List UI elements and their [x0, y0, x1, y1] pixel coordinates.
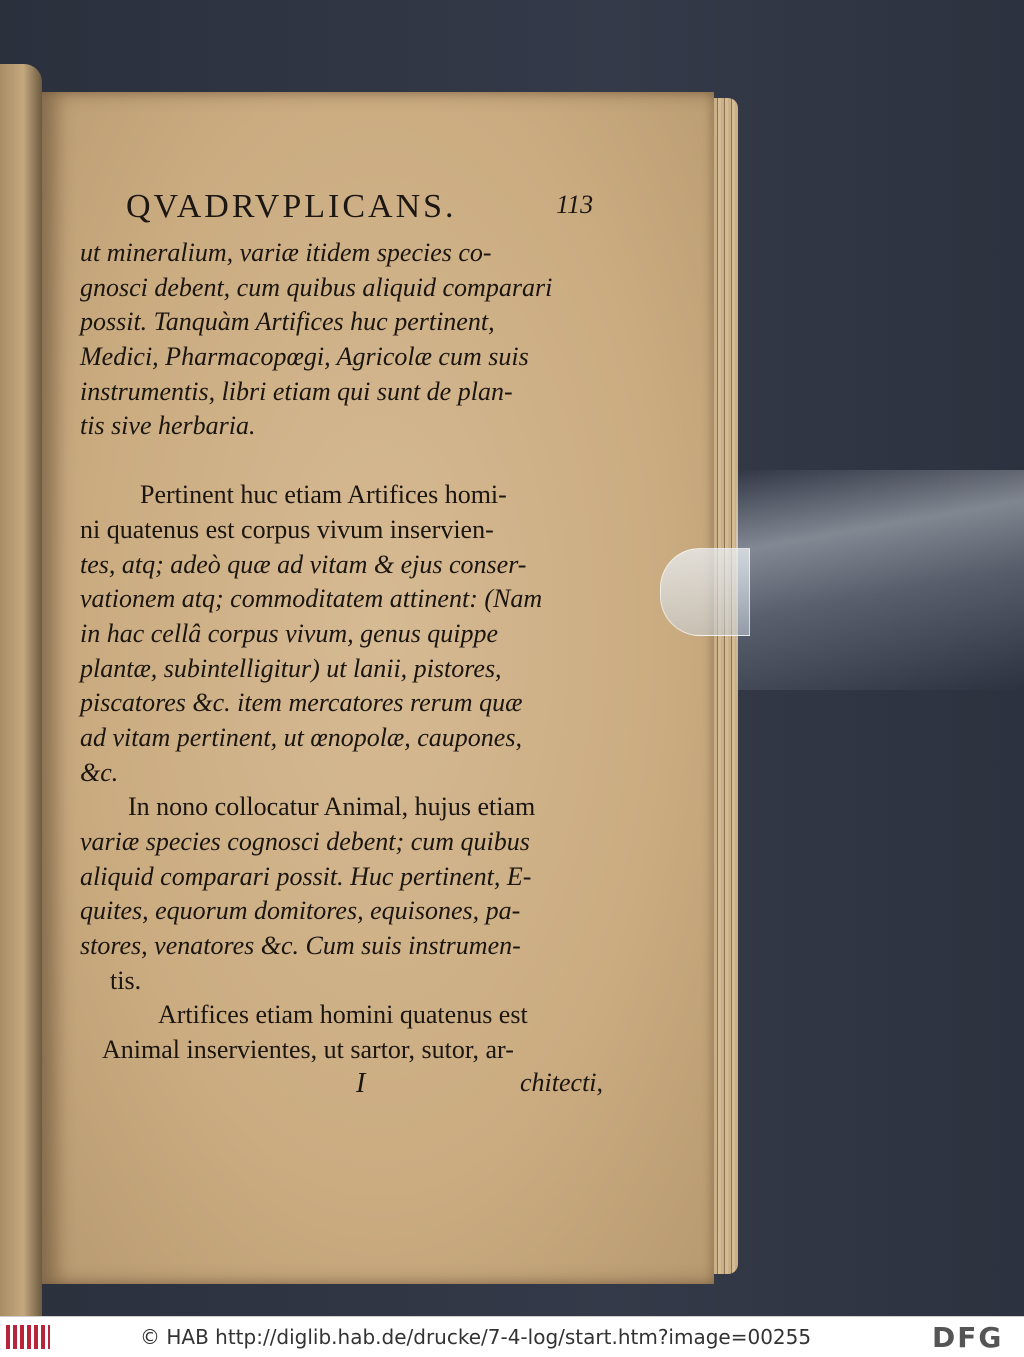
- text-line: ut mineralium, variæ itidem species co-: [80, 238, 492, 267]
- text-line: vationem atq; commoditatem attinent: (Nam: [80, 584, 543, 614]
- text-line: plantæ, subintelligitur) ut lanii, pistores,: [80, 653, 502, 683]
- text-line: In nono collocatur Animal, hujus etiam: [128, 792, 536, 822]
- text-line: piscatores &c. item mercatores rerum quæ: [80, 688, 523, 718]
- text-line: ni quatenus est corpus vivum inservien-: [80, 514, 494, 544]
- dfg-logo: DFG: [932, 1321, 1004, 1354]
- text-line: Pertinent huc etiam Artifices homi-: [140, 480, 507, 510]
- text-line: aliquid comparari possit. Huc pertinent, E-: [80, 861, 532, 891]
- hab-logo-icon: [6, 1325, 50, 1349]
- text-line: Animal inservientes, ut sartor, sutor, ar-: [102, 1035, 514, 1065]
- body-text: [80, 236, 632, 1068]
- page-clip-arm: [736, 470, 1024, 690]
- text-line: ad vitam pertinent, ut œnopolæ, caupones,: [80, 722, 522, 752]
- facing-page-edge: [0, 64, 42, 1316]
- running-head: QVADRVPLICANS.: [126, 188, 457, 225]
- page-clip: [660, 548, 750, 636]
- text-line: instrumentis, libri etiam qui sunt de plan-: [80, 376, 513, 406]
- text-line: tis sive herbaria.: [80, 411, 256, 441]
- text-line: stores, venatores &c. Cum suis instrumen-: [80, 931, 521, 961]
- text-line: &c.: [80, 757, 119, 787]
- text-line: gnosci debent, cum quibus aliquid comparari: [80, 272, 553, 302]
- text-line: variæ species cognosci debent; cum quibus: [80, 827, 530, 856]
- text-line: Artifices etiam homini quatenus est: [158, 1000, 528, 1030]
- text-line: tes, atq; adeò quæ ad vitam & ejus conser-: [80, 549, 527, 579]
- text-line: possit. Tanquàm Artifices huc pertinent,: [80, 307, 495, 337]
- copyright-link[interactable]: © HAB http://diglib.hab.de/drucke/7-4-log/start.htm?image=00255: [140, 1325, 812, 1349]
- text-line: in hac cellâ corpus vivum, genus quippe: [80, 618, 499, 648]
- text-line: quites, equorum domitores, equisones, pa-: [80, 896, 521, 926]
- text-line: Medici, Pharmacopœgi, Agricolæ cum suis: [80, 342, 529, 372]
- footer-bar: [0, 1316, 1024, 1357]
- signature-mark: I: [356, 1068, 366, 1099]
- catchword: chitecti,: [520, 1068, 604, 1097]
- paragraph-gap: [80, 444, 632, 478]
- page-number: 113: [556, 190, 594, 219]
- text-line: tis.: [110, 965, 142, 995]
